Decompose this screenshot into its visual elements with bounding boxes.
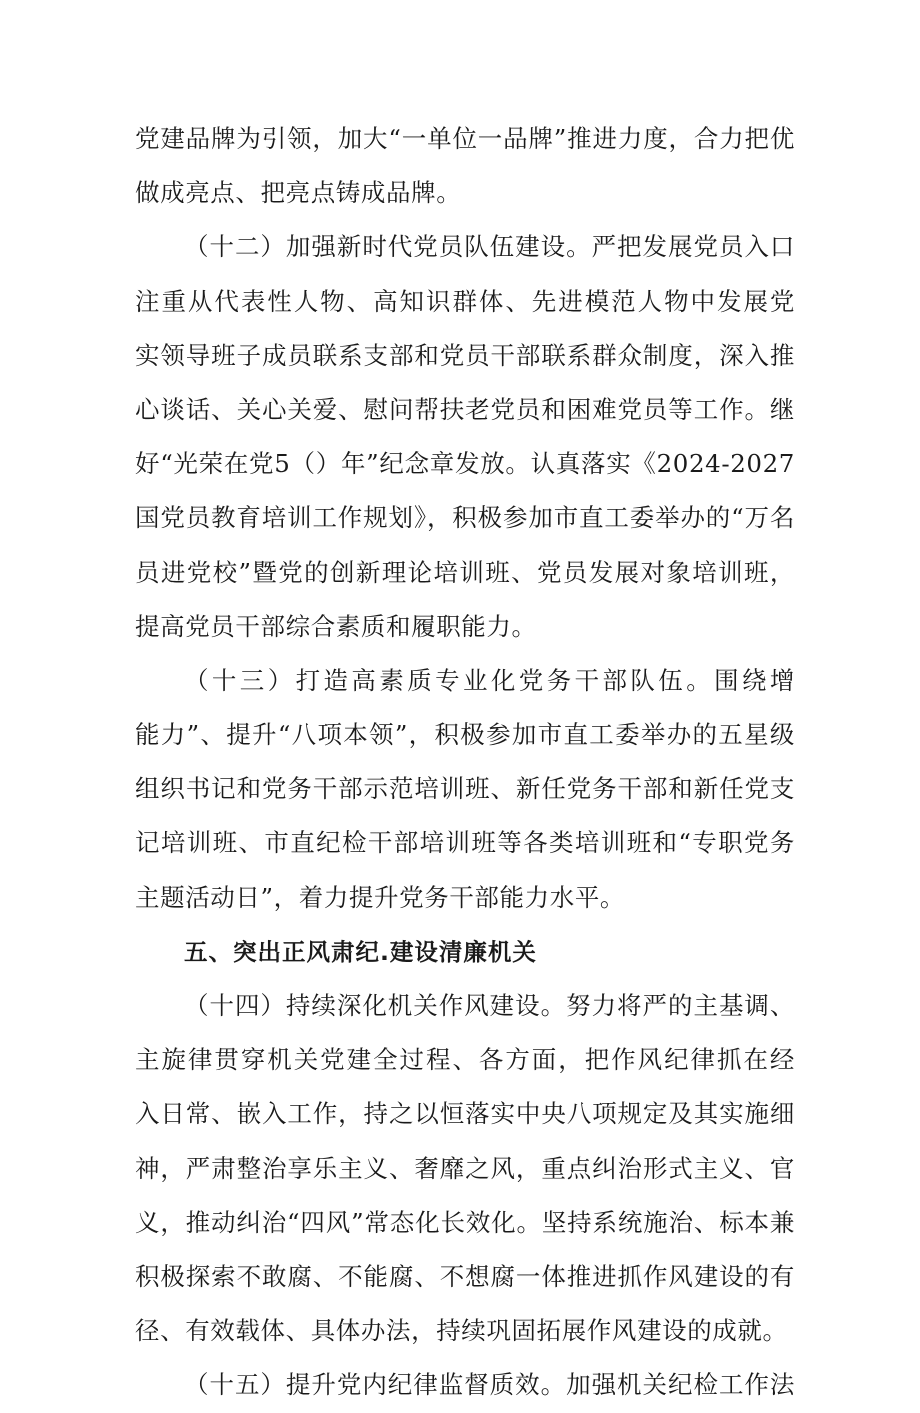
body-text-line: 积极探索不敢腐、不能腐、不想腐一体推进抓作风建设的有 [135, 1261, 795, 1291]
body-text-line: 实领导班子成员联系支部和党员干部联系群众制度，深入推 [135, 340, 795, 370]
section-heading: 五、突出正风肃纪.建设清廉机关 [184, 937, 537, 966]
body-text-line: 好“光荣在党5（）年”纪念章发放。认真落实《2024-2027 [135, 449, 795, 479]
body-text-line: 主题活动日”，着力提升党务干部能力水平。 [135, 882, 626, 912]
body-text-line: 能力”、提升“八项本领”，积极参加市直工委举办的五星级 [135, 720, 795, 750]
body-text-line: 党建品牌为引领，加大“一单位一品牌”推进力度，合力把优 [135, 124, 795, 153]
body-text-line: 注重从代表性人物、高知识群体、先进模范人物中发展党 [135, 286, 795, 316]
paragraph-first-line: （十五）提升党内纪律监督质效。加强机关纪检工作法 [184, 1370, 795, 1400]
paragraph-first-line: （十二）加强新时代党员队伍建设。严把发展党员入口 [184, 232, 795, 262]
paragraph-first-line: （十四）持续深化机关作风建设。努力将严的主基调、 [184, 991, 795, 1020]
body-text-line: 提高党员干部综合素质和履职能力。 [135, 611, 537, 641]
body-text-line: 主旋律贯穿机关党建全过程、各方面，把作风纪律抓在经 [135, 1045, 795, 1075]
body-text-line: 义，推动纠治“四风”常态化长效化。坚持系统施治、标本兼 [135, 1207, 795, 1237]
body-text-line: 心谈话、关心关爱、慰问帮扶老党员和困难党员等工作。继 [135, 394, 795, 424]
document-body [135, 112, 795, 1413]
body-text-line: 记培训班、市直纪检干部培训班等各类培训班和“专职党务 [135, 828, 795, 858]
body-text-line: 径、有效载体、具体办法，持续巩固拓展作风建设的成就。 [135, 1316, 788, 1346]
body-text-line: 入日常、嵌入工作，持之以恒落实中央八项规定及其实施细 [135, 1099, 795, 1129]
paragraph-first-line: （十三）打造高素质专业化党务干部队伍。围绕增 [184, 665, 795, 695]
body-text-line: 神，严肃整治享乐主义、奢靡之风，重点纠治形式主义、官 [135, 1153, 795, 1183]
body-text-line: 做成亮点、把亮点铸成品牌。 [135, 178, 462, 208]
body-text-line: 国党员教育培训工作规划》，积极参加市直工委举办的“万名 [135, 503, 795, 533]
body-text-line: 组织书记和党务干部示范培训班、新任党务干部和新任党支 [135, 774, 795, 804]
body-text-line: 员进党校”暨党的创新理论培训班、党员发展对象培训班， [135, 557, 795, 587]
